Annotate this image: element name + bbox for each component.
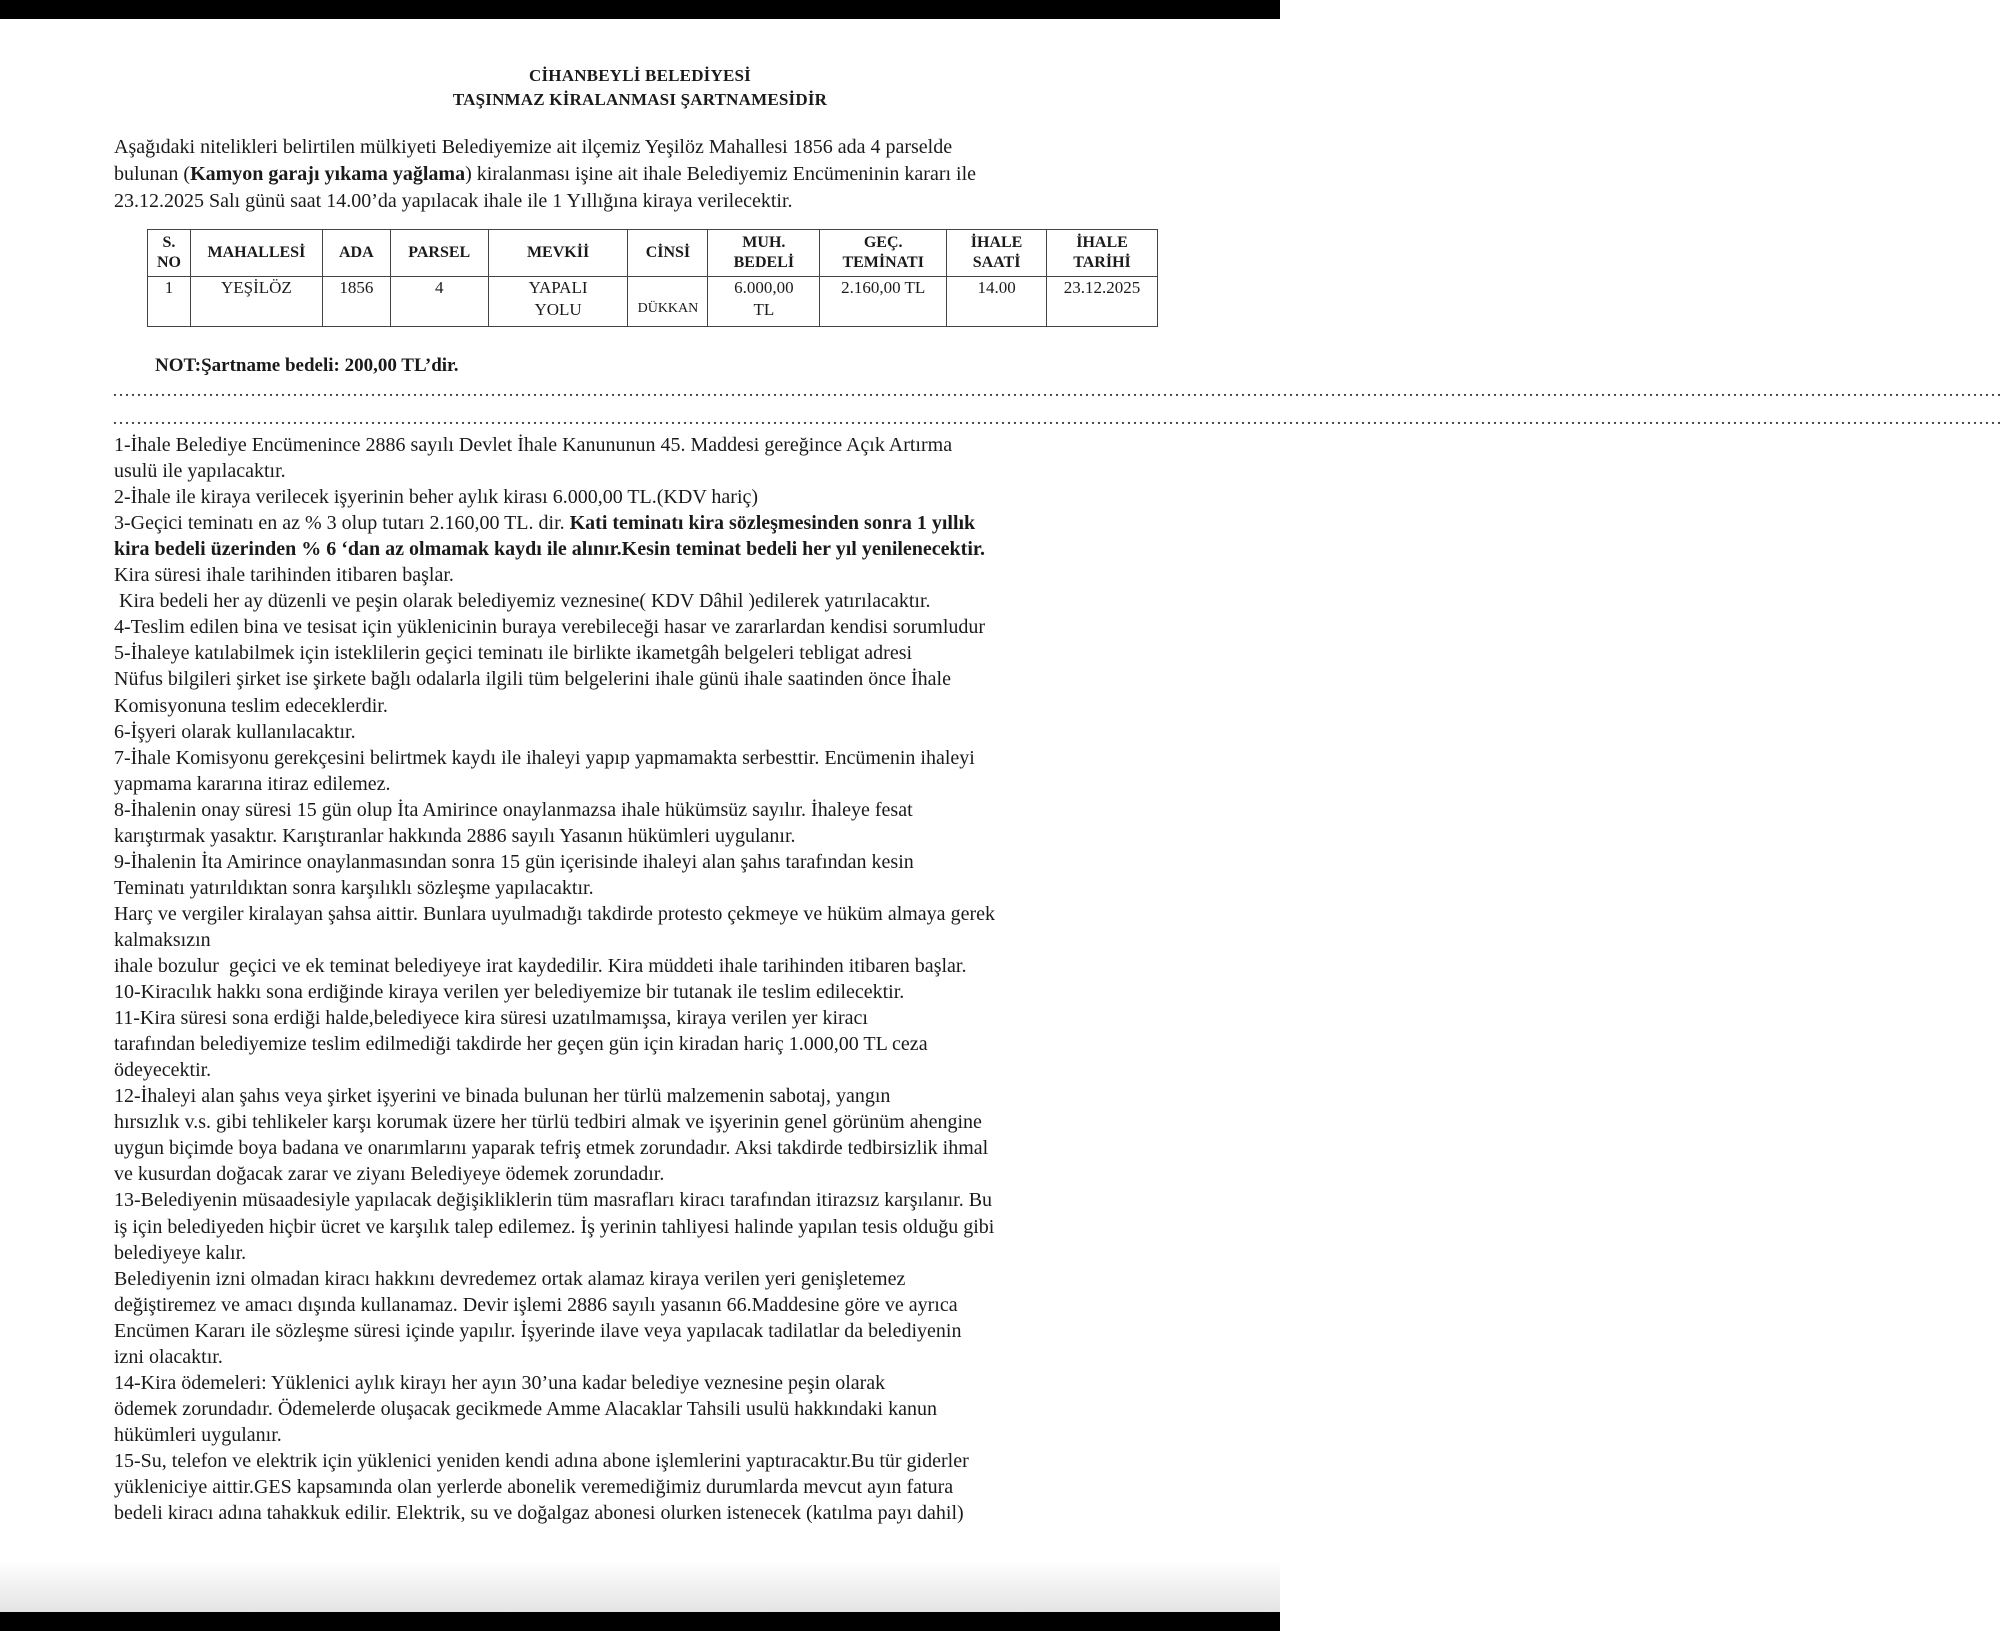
cell-text: YOLU — [534, 300, 582, 319]
term-line — [114, 1267, 905, 1291]
cell-muh-bedeli — [708, 277, 820, 327]
bottom-black-bar — [0, 1612, 1280, 1631]
column-header-text: İHALE — [970, 234, 1023, 251]
cell-gec-teminati: 2.160,00 TL — [820, 277, 947, 327]
term-text: uygun biçimde boya badana ve onarımlarını yaparak tefriş etmek zorundadır. Aksi takdirde tedbirsizlik ihmal — [114, 1137, 989, 1159]
column-header-text: İHALE — [1076, 234, 1128, 251]
term-line — [114, 1032, 928, 1056]
term-line — [114, 876, 594, 900]
term-line — [114, 1345, 223, 1369]
term-text: 15-Su, telefon ve elektrik için yüklenici yeniden kendi adına abone işlemlerini yaptıracaktır.Bu tür giderler — [114, 1450, 969, 1472]
term-line — [114, 902, 995, 926]
column-header-text: SAATİ — [972, 254, 1021, 271]
term-line — [114, 459, 286, 483]
term-line — [114, 1136, 988, 1160]
term-text: ödeyecektir. — [114, 1059, 212, 1081]
term-text: bedeli kiracı adına tahakkuk edilir. Elektrik, su ve doğalgaz abonesi olurken istenecek (katılma payı dahil) — [114, 1502, 964, 1524]
cell-ihale-saati: 14.00 — [947, 277, 1047, 327]
table-row — [148, 277, 1158, 327]
term-text: ödemek zorundadır. Ödemelerde oluşacak gecikmede Amme Alacaklar Tahsili usulü hakkındaki kanun — [114, 1398, 937, 1420]
cell-text: TL — [753, 300, 775, 319]
term-text: Teminatı yatırıldıktan sonra karşılıklı sözleşme yapılacaktır. — [114, 877, 594, 899]
term-line — [114, 746, 975, 770]
term-line — [114, 1215, 994, 1239]
term-text: Komisyonuna teslim edeceklerdir. — [114, 695, 388, 717]
term-text: Encümen Kararı ile sözleşme süresi içinde yapılır. İşyerinde ilave veya yapılacak tadilatlar da belediyenin — [114, 1320, 962, 1342]
term-text: 10-Kiracılık hakkı sona erdiğinde kiraya verilen yer belediyemize bir tutanak ile teslim edilecektir. — [114, 981, 905, 1003]
term-text: Belediyenin izni olmadan kiracı hakkını devredemez ortak alamaz kiraya verilen yeri genişletemez — [114, 1268, 906, 1290]
term-text: 11-Kira süresi sona erdiği halde,belediyece kira süresi uzatılmamışsa, kiraya verilen yer kiracı — [114, 1007, 868, 1029]
column-header — [708, 230, 820, 277]
term-line — [114, 824, 796, 848]
column-header — [820, 230, 947, 277]
column-header — [148, 230, 191, 277]
term-text: yükleniciye aittir.GES kapsamında olan yerlerde abonelik veremediğimiz durumlarda mevcut ayın fatura — [114, 1476, 954, 1498]
term-text: kalmaksızın — [114, 929, 211, 951]
term-line — [114, 485, 758, 509]
institution-title: CİHANBEYLİ BELEDİYESİ — [529, 66, 751, 85]
cell-s-no: 1 — [148, 277, 191, 327]
term-line — [114, 667, 951, 691]
term-line — [114, 433, 952, 457]
intro-text: ) kiralanması işine ait ihale Belediyemiz Encümeninin kararı ile — [465, 163, 977, 185]
term-line — [114, 798, 913, 822]
column-header — [190, 230, 322, 277]
cell-mahallesi: YEŞİLÖZ — [190, 277, 322, 327]
term-text: 3-Geçici teminatı en az % 3 olup tutarı 2.160,00 TL. dir. — [114, 512, 570, 534]
term-text: 13-Belediyenin müsaadesiyle yapılacak değişikliklerin tüm masrafları kiracı tarafından itirazsız karşılanır. Bu — [114, 1189, 993, 1211]
cell-text: YAPALI — [528, 278, 588, 297]
column-header-text: MEVKİİ — [526, 244, 590, 261]
term-text: iş için belediyeden hiçbir ücret ve karşılık talep edilemez. İş yerinin tahliyesi halinde yapılan tesis olduğu gibi — [114, 1216, 995, 1238]
term-line — [114, 1293, 958, 1317]
term-text: belediyeye kalır. — [114, 1242, 247, 1264]
term-text: 1-İhale Belediye Encümenince 2886 sayılı Devlet İhale Kanununun 45. Maddesi gereğince Açık Artırma — [114, 434, 953, 456]
column-header-text: GEÇ. — [863, 234, 903, 251]
cell-ihale-tarihi: 23.12.2025 — [1047, 277, 1158, 327]
dotted-separator: ……………………………………………………………………………………………………………………………………………………………………………………………………………………………………………………………………………………… — [112, 380, 2002, 400]
term-text: 14-Kira ödemeleri: Yüklenici aylık kirayı her ayın 30’una kadar belediye veznesine peşin olarak — [114, 1372, 886, 1394]
term-line — [114, 1084, 890, 1108]
top-black-bar — [0, 0, 1280, 19]
term-text: ve kusurdan doğacak zarar ve ziyanı Belediyeye ödemek zorundadır. — [114, 1163, 665, 1185]
column-header — [322, 230, 390, 277]
term-text: değiştiremez ve amacı dışında kullanamaz. Devir işlemi 2886 sayılı yasanın 66.Maddesine göre ve ayrıca — [114, 1294, 958, 1316]
term-line — [114, 1058, 211, 1082]
term-line — [114, 980, 904, 1004]
term-line — [114, 1319, 961, 1343]
term-text: 8-İhalenin onay süresi 15 gün olup İta Amirince onaylanmazsa ihale hükümsüz sayılır. İhaleye fesat — [114, 799, 913, 821]
column-header — [390, 230, 488, 277]
document-title: TAŞINMAZ KİRALANMASI ŞARTNAMESİDİR — [452, 90, 828, 109]
term-line — [114, 720, 356, 744]
cell-parsel: 4 — [390, 277, 488, 327]
term-text: tarafından belediyemize teslim edilmediği takdirde her geçen gün için kiradan hariç 1.000,00 TL ceza — [114, 1033, 928, 1055]
term-line — [114, 641, 912, 665]
term-line — [114, 537, 985, 561]
intro-line-1: Aşağıdaki nitelikleri belirtilen mülkiyeti Belediyemize ait ilçemiz Yeşilöz Mahallesi 1856 ada 4 parselde — [114, 136, 953, 158]
column-header — [947, 230, 1047, 277]
column-header-text: ADA — [338, 244, 374, 261]
term-text: Nüfus bilgileri şirket ise şirkete bağlı odalarla ilgili tüm belgelerini ihale günü ihale saatinden önce İhale — [114, 668, 951, 690]
term-line — [114, 1423, 282, 1447]
cell-ada: 1856 — [322, 277, 390, 327]
term-line — [114, 1110, 982, 1134]
term-text: hükümleri uygulanır. — [114, 1424, 282, 1446]
column-header-text: PARSEL — [408, 244, 471, 261]
column-header-text: NO — [156, 254, 181, 271]
term-line — [114, 1188, 992, 1212]
column-header — [628, 230, 708, 277]
term-text: izni olacaktır. — [114, 1346, 223, 1368]
cell-cinsi: DÜKKAN — [628, 277, 708, 327]
column-header-text: BEDELİ — [733, 254, 795, 271]
term-text: 2-İhale ile kiraya verilecek işyerinin beher aylık kirası 6.000,00 TL.(KDV hariç) — [114, 486, 759, 508]
intro-text: bulunan ( — [114, 163, 191, 185]
term-text: Kira süresi ihale tarihinden itibaren başlar. — [114, 564, 454, 586]
term-line — [114, 1162, 664, 1186]
term-line — [114, 954, 966, 978]
term-line — [114, 850, 914, 874]
term-line — [114, 772, 391, 796]
term-bold-text: Kati teminatı kira sözleşmesinden sonra 1 yıllık — [569, 512, 976, 534]
term-text: 12-İhaleyi alan şahıs veya şirket işyerini ve binada bulunan her türlü malzemenin sabotaj, yangın — [114, 1085, 891, 1107]
tender-table — [147, 229, 1158, 327]
column-header — [1047, 230, 1158, 277]
term-line — [114, 1006, 868, 1030]
term-text: karıştırmak yasaktır. Karıştıranlar hakkında 2886 sayılı Yasanın hükümleri uygulanır. — [114, 825, 796, 847]
term-text: usulü ile yapılacaktır. — [114, 460, 286, 482]
term-line — [114, 928, 211, 952]
term-line — [114, 511, 975, 535]
term-line — [114, 1397, 937, 1421]
term-text: hırsızlık v.s. gibi tehlikeler karşı korumak üzere her türlü tedbiri almak ve işyerinin genel görünüm ahengine — [114, 1111, 982, 1133]
bottom-shadow — [0, 1560, 1280, 1612]
term-line — [114, 1475, 953, 1499]
column-header-text: MAHALLESİ — [207, 244, 306, 261]
term-text: 7-İhale Komisyonu gerekçesini belirtmek kaydı ile ihaleyi yapıp yapmamakta serbesttir. Encümenin ihaleyi — [114, 747, 975, 769]
term-text: 5-İhaleye katılabilmek için isteklilerin geçici teminatı ile birlikte ikametgâh belgeleri tebligat adresi — [114, 642, 913, 664]
term-line — [114, 1241, 246, 1265]
term-text: Kira bedeli her ay düzenli ve peşin olarak belediyemiz veznesine( KDV Dâhil )edilerek yatırılacaktır. — [114, 590, 931, 612]
dotted-separator: ……………………………………………………………………………………………………………………………………………………………………………………………………………………………………………………………………………………… — [112, 408, 2002, 428]
term-line — [114, 1501, 964, 1525]
column-header-text: TARİHİ — [1073, 254, 1131, 271]
column-header-text: MUH. — [742, 234, 786, 251]
term-line — [114, 589, 931, 613]
term-text: ihale bozulur geçici ve ek teminat belediyeye irat kaydedilir. Kira müddeti ihale tarihinden itibaren başlar. — [114, 955, 967, 977]
intro-line-3: 23.12.2025 Salı günü saat 14.00’da yapılacak ihale ile 1 Yıllığına kiraya verilecektir. — [114, 190, 793, 212]
term-line — [114, 563, 454, 587]
cell-text: 6.000,00 — [734, 278, 794, 297]
intro-line-2 — [114, 162, 976, 186]
term-line — [114, 694, 388, 718]
cell-mevkii — [488, 277, 628, 327]
column-header-text: CİNSİ — [645, 244, 691, 261]
term-line — [114, 1449, 969, 1473]
term-bold-text: kira bedeli üzerinden % 6 ‘dan az olmamak kaydı ile alınır.Kesin teminat bedeli her yıl yenilenecektir. — [114, 538, 985, 560]
specification-fee-note: NOT:Şartname bedeli: 200,00 TL’dir. — [155, 355, 459, 376]
term-text: 6-İşyeri olarak kullanılacaktır. — [114, 721, 356, 743]
term-text: Harç ve vergiler kiralayan şahsa aittir. Bunlara uyulmadığı takdirde protesto çekmeye ve hüküm almaya gerek — [114, 903, 995, 925]
term-line — [114, 615, 985, 639]
term-line — [114, 1371, 885, 1395]
property-name: Kamyon garajı yıkama yağlama — [190, 163, 466, 185]
term-text: yapmama kararına itiraz edilemez. — [114, 773, 391, 795]
column-header — [488, 230, 628, 277]
term-text: 4-Teslim edilen bina ve tesisat için yüklenicinin buraya verebileceği hasar ve zararlardan kendisi sorumludur — [114, 616, 986, 638]
column-header-text: S. — [162, 234, 176, 251]
table-header-row — [148, 230, 1158, 277]
term-text: 9-İhalenin İta Amirince onaylanmasından sonra 15 gün içerisinde ihaleyi alan şahıs tarafından kesin — [114, 851, 914, 873]
column-header-text: TEMİNATI — [842, 254, 924, 271]
